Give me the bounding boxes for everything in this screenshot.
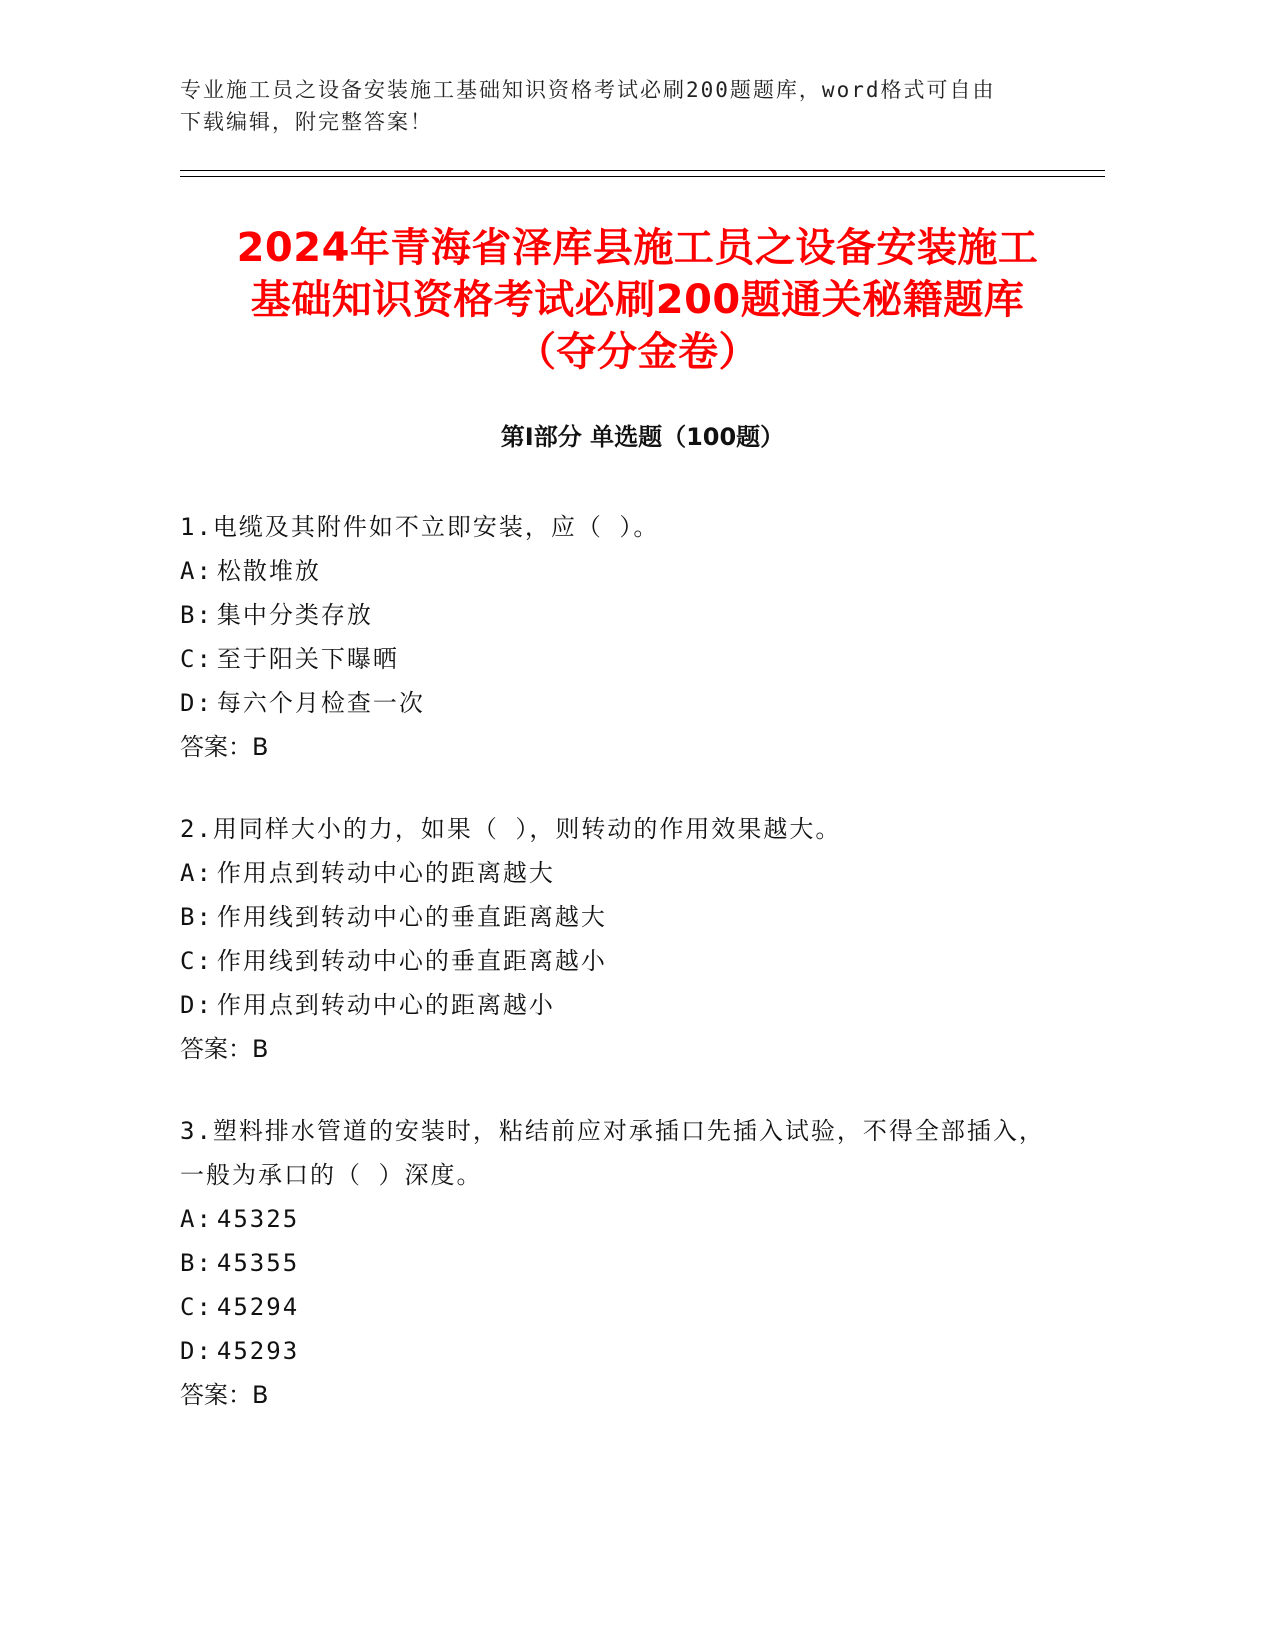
answer-line: 答案：B xyxy=(180,733,269,761)
option-d xyxy=(180,1329,1060,1373)
option-key: A: xyxy=(180,1205,213,1233)
option-text: 至于阳关下曝晒 xyxy=(216,645,399,673)
option-text: 45325 xyxy=(216,1205,300,1233)
answer-line: 答案：B xyxy=(180,1381,269,1409)
option-text: 45355 xyxy=(216,1249,300,1277)
header-note-line1: 专业施工员之设备安装施工基础知识资格考试必刷200题题库，word格式可自由 xyxy=(180,78,996,102)
option-text: 作用线到转动中心的垂直距离越大 xyxy=(216,903,607,931)
option-text: 作用点到转动中心的距离越小 xyxy=(216,991,555,1019)
option-text: 松散堆放 xyxy=(216,557,321,585)
option-b xyxy=(180,593,1060,637)
question-item xyxy=(180,807,1060,1071)
option-text: 45294 xyxy=(216,1293,300,1321)
answer-line: 答案：B xyxy=(180,1035,269,1063)
option-d xyxy=(180,681,1060,725)
option-key: C: xyxy=(180,645,213,673)
option-c xyxy=(180,939,1060,983)
question-list xyxy=(180,505,1060,1455)
option-text: 作用线到转动中心的垂直距离越小 xyxy=(216,947,607,975)
option-key: D: xyxy=(180,689,213,717)
option-b xyxy=(180,895,1060,939)
document-title-line3: （夺分金卷） xyxy=(516,329,759,375)
option-key: A: xyxy=(180,859,213,887)
option-key: B: xyxy=(180,1249,213,1277)
option-a xyxy=(180,549,1060,593)
option-d xyxy=(180,983,1060,1027)
option-a xyxy=(180,851,1060,895)
header-divider-top xyxy=(180,170,1105,171)
question-stem: 2.用同样大小的力，如果（ ），则转动的作用效果越大。 xyxy=(180,815,842,843)
section-title: 第Ⅰ部分 单选题（100题） xyxy=(500,423,785,451)
option-c xyxy=(180,637,1060,681)
header-divider-bottom xyxy=(180,176,1105,177)
question-stem: 3.塑料排水管道的安装时，粘结前应对承插口先插入试验，不得全部插入，一般为承口的（ ）深度。 xyxy=(180,1117,1045,1189)
document-title-line2: 基础知识资格考试必刷200题通关秘籍题库 xyxy=(250,277,1025,323)
question-item xyxy=(180,1109,1060,1417)
option-c xyxy=(180,1285,1060,1329)
document-title xyxy=(160,222,1115,378)
option-text: 作用点到转动中心的距离越大 xyxy=(216,859,555,887)
option-key: C: xyxy=(180,1293,213,1321)
question-stem: 1.电缆及其附件如不立即安装，应（ ）。 xyxy=(180,513,660,541)
question-item xyxy=(180,505,1060,769)
option-key: C: xyxy=(180,947,213,975)
document-title-line1: 2024年青海省泽库县施工员之设备安装施工 xyxy=(236,225,1039,271)
option-key: B: xyxy=(180,903,213,931)
option-a xyxy=(180,1197,1060,1241)
header-note-line2: 下载编辑，附完整答案！ xyxy=(180,110,433,134)
option-b xyxy=(180,1241,1060,1285)
option-key: B: xyxy=(180,601,213,629)
option-text: 集中分类存放 xyxy=(216,601,373,629)
header-note xyxy=(180,74,1060,138)
option-text: 每六个月检查一次 xyxy=(216,689,425,717)
option-text: 45293 xyxy=(216,1337,300,1365)
option-key: A: xyxy=(180,557,213,585)
option-key: D: xyxy=(180,991,213,1019)
option-key: D: xyxy=(180,1337,213,1365)
